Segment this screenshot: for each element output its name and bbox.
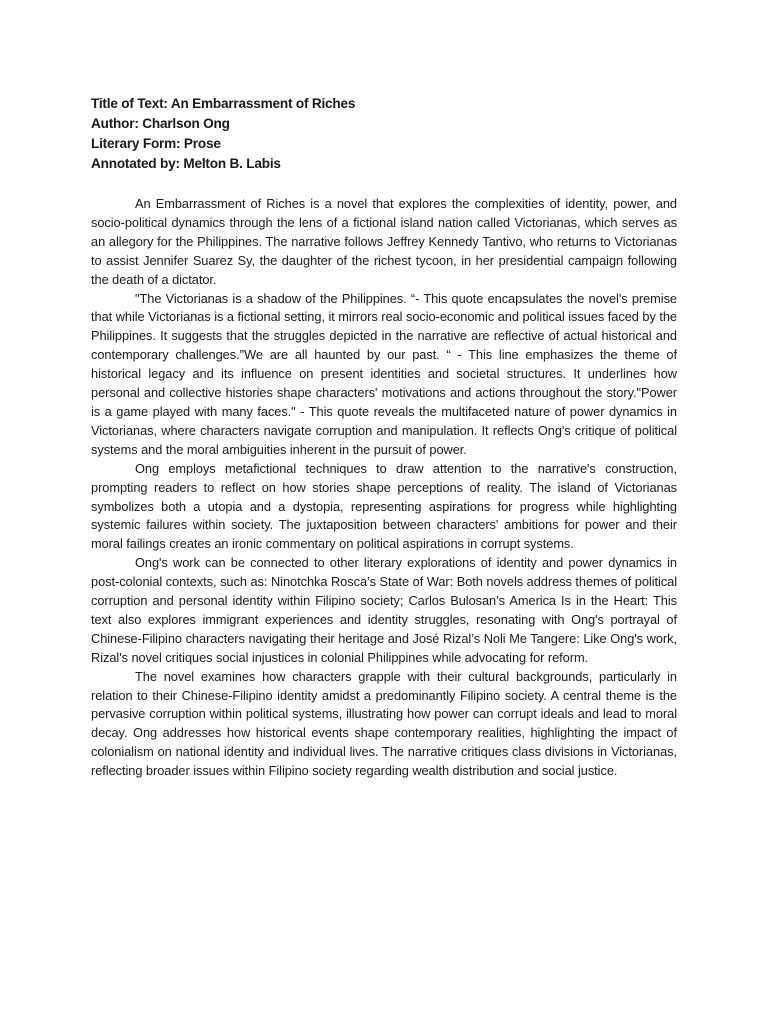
title-line: Title of Text: An Embarrassment of Riches: [91, 96, 356, 111]
paragraph-connections: Ong's work can be connected to other literary explorations of identity and power dynamics in post-colonial contexts, such as: Ninotchka Rosca’s State of War: Both novels address themes of political corruption and personal identity within Filipino society; Carlos Bulosan’s America Is in the Heart: This text also explores immigrant experiences and identity struggles, resonating with Ong's portrayal of Chinese-Filipino characters navigating their heritage and José Rizal’s Noli Me Tangere: Like Ong's work, Rizal's novel critiques social injustices in colonial Philippines while advocating for reform.: [91, 555, 677, 665]
author-line: Author: Charlson Ong: [91, 116, 230, 131]
document-header: [91, 94, 681, 174]
document-body: [91, 195, 677, 781]
paragraph-quotes: "The Victorianas is a shadow of the Philippines. “- This quote encapsulates the novel's premise that while Victorianas is a fictional setting, it mirrors real socio-economic and political issues faced by the Philippines. It suggests that the struggles depicted in the narrative are reflective of actual historical and contemporary challenges."We are all haunted by our past. “ - This line emphasizes the theme of historical legacy and its influence on present identities and societal structures. It underlines how personal and collective histories shape characters' motivations and actions throughout the story."Power is a game played with many faces." - This quote reveals the multifaceted nature of power dynamics in Victorianas, where characters navigate corruption and manipulation. It reflects Ong's critique of political systems and the moral ambiguities inherent in the pursuit of power.: [91, 290, 677, 457]
literary-form-line: Literary Form: Prose: [91, 136, 221, 151]
paragraph-themes: The novel examines how characters grapple with their cultural backgrounds, particularly in relation to their Chinese-Filipino identity amidst a predominantly Filipino society. A central theme is the pervasive corruption within political systems, illustrating how power can corrupt ideals and lead to moral decay. Ong addresses how historical events shape contemporary realities, highlighting the impact of colonialism on national identity and individual lives. The narrative critiques class divisions in Victorianas, reflecting broader issues within Filipino society regarding wealth distribution and social justice.: [91, 668, 677, 779]
paragraph-techniques: Ong employs metafictional techniques to draw attention to the narrative's construction, prompting readers to reflect on how stories shape perceptions of reality. The island of Victorianas symbolizes both a utopia and a dystopia, representing aspirations for progress while highlighting systemic failures within society. The juxtaposition between characters' ambitions for power and their moral failings creates an ironic commentary on political aspirations in corrupt systems.: [91, 460, 677, 552]
paragraph-summary: An Embarrassment of Riches is a novel that explores the complexities of identity, power, and socio-political dynamics through the lens of a fictional island nation called Victorianas, which serves as an allegory for the Philippines. The narrative follows Jeffrey Kennedy Tantivo, who returns to Victorianas to assist Jennifer Suarez Sy, the daughter of the richest tycoon, in her presidential campaign following the death of a dictator.: [91, 196, 677, 287]
annotator-line: Annotated by: Melton B. Labis: [91, 156, 281, 171]
